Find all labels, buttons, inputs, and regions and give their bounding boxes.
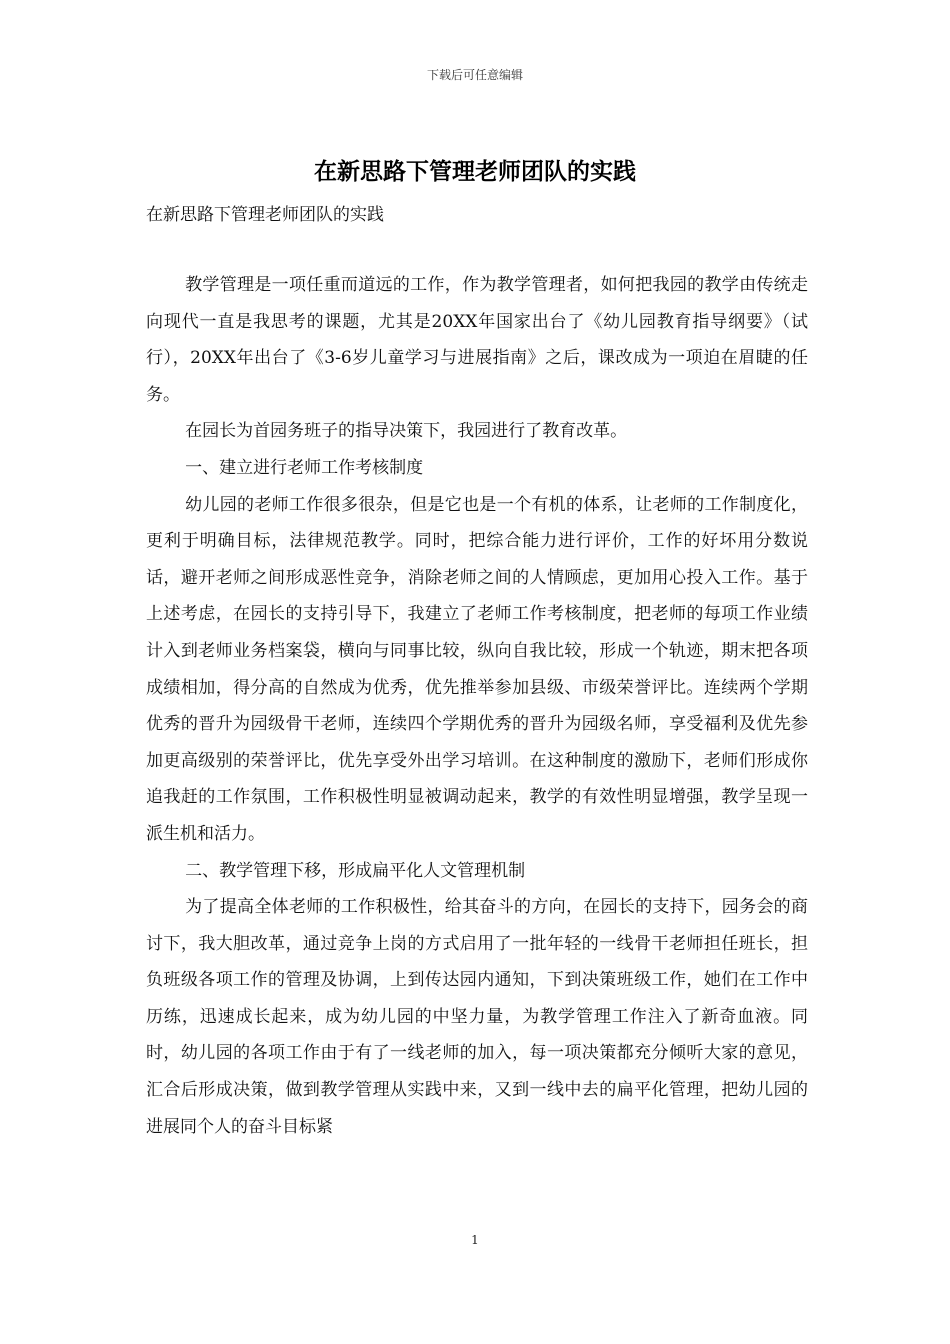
paragraph-flat-management: 为了提高全体老师的工作积极性，给其奋斗的方向，在园长的支持下，园务会的商讨下，我大胆改革，通过竞争上岗的方式启用了一批年轻的一线骨干老师担任班长，担负班级各项工作的管理及协调，上到传达园内通知，下到决策班级工作，她们在工作中历练，迅速成长起来，成为幼儿园的中坚力量，为教学管理工作注入了新奇血液。同时，幼儿园的各项工作由于有了一线老师的加入，每一项决策都充分倾听大家的意见，汇合后形成决策，做到教学管理从实践中来，又到一线中去的扁平化管理，把幼儿园的进展同个人的奋斗目标紧 <box>146 897 808 1137</box>
document-title: 在新思路下管理老师团队的实践 <box>314 158 636 185</box>
page-number: 1 <box>471 1233 479 1247</box>
paragraph-evaluation-system: 幼儿园的老师工作很多很杂，但是它也是一个有机的体系，让老师的工作制度化，更利于明确目标，法律规范教学。同时，把综合能力进行评价，工作的好坏用分数说话，避开老师之间形成恶性竞争，消除老师之间的人情顾虑，更加用心投入工作。基于上述考虑，在园长的支持引导下，我建立了老师工作考核制度，把老师的每项工作业绩计入到老师业务档案袋，横向与同事比较，纵向自我比较，形成一个轨迹，期末把各项成绩相加，得分高的自然成为优秀，优先推举参加县级、市级荣誉评比。连续两个学期优秀的晋升为园级骨干老师，连续四个学期优秀的晋升为园级名师，享受福利及优先参加更高级别的荣誉评比，优先享受外出学习培训。在这种制度的激励下，老师们形成你追我赶的工作氛围，工作积极性明显被调动起来，教学的有效性明显增强，教学呈现一派生机和活力。 <box>146 494 808 844</box>
paragraph-reform: 在园长为首园务班子的指导决策下，我园进行了教育改革。 <box>185 421 628 442</box>
section-heading-2: 二、教学管理下移，形成扁平化人文管理机制 <box>185 860 526 881</box>
header-note: 下载后可任意编辑 <box>426 68 523 82</box>
document-subtitle: 在新思路下管理老师团队的实践 <box>146 205 384 225</box>
document-body <box>146 267 808 1145</box>
paragraph-intro: 教学管理是一项任重而道远的工作，作为教学管理者，如何把我园的教学由传统走向现代一直是我思考的课题，尤其是20XX年国家出台了《幼儿园教育指导纲要》（试行），20XX年出台了《3-6岁儿童学习与进展指南》之后，课改成为一项迫在眉睫的任务。 <box>146 275 808 405</box>
section-heading-1: 一、建立进行老师工作考核制度 <box>185 457 424 478</box>
